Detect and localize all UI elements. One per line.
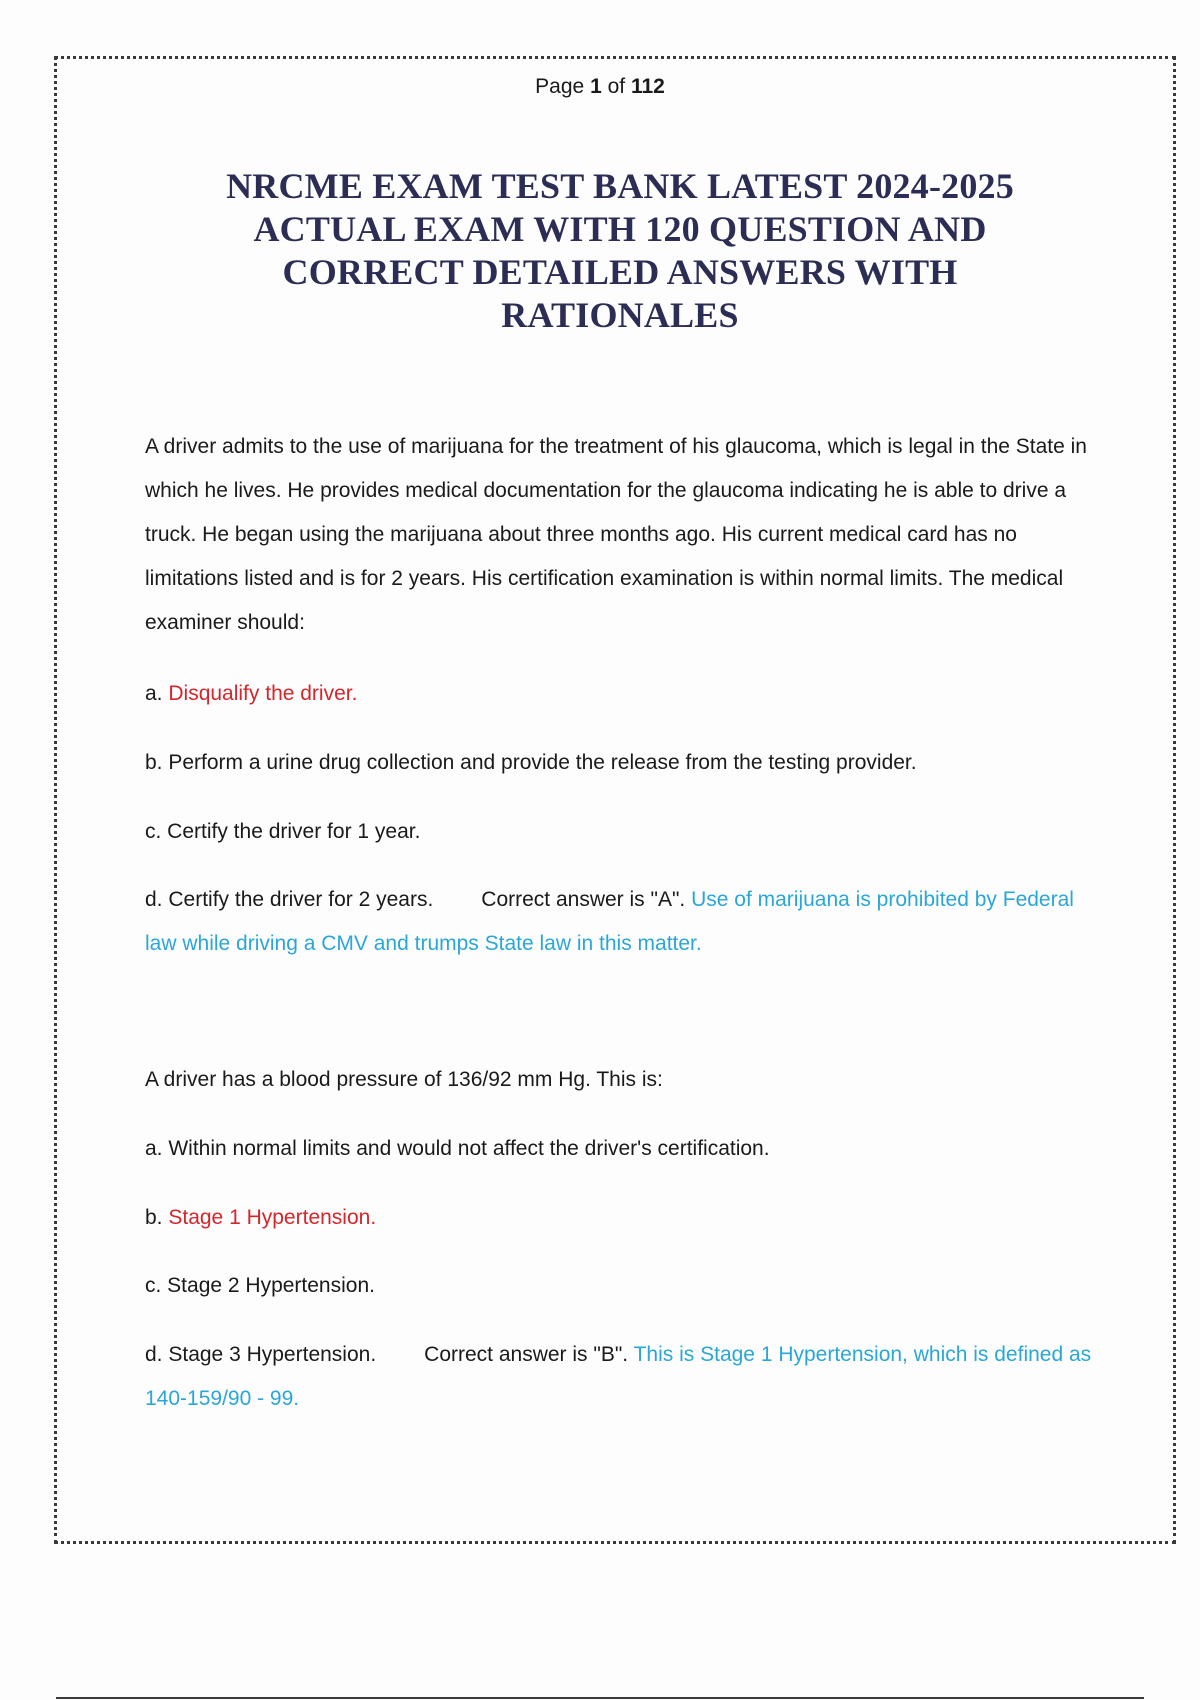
rationale: This is Stage 1 Hypertension, which is defined as 140-159/90 - 99. xyxy=(145,1343,1092,1410)
question-2-option-a: a. Within normal limits and would not affect the driver's certification. xyxy=(145,1137,770,1160)
rationale: Use of marijuana is prohibited by Federal law while driving a CMV and trumps State law in this matter. xyxy=(145,888,1074,955)
question-2-stem: A driver has a blood pressure of 136/92 mm Hg. This is: xyxy=(145,1068,663,1091)
question-2-option-d: d. Stage 3 Hypertension. Correct answer is "B". This is Stage 1 Hypertension, which is defined as 140-159/90 - 99. xyxy=(145,1343,1092,1410)
current-page: 1 xyxy=(590,75,602,98)
page-number: Page 1 of 112 xyxy=(535,75,665,98)
document-title: NRCME EXAM TEST BANK LATEST 2024-2025 ACTUAL EXAM WITH 120 QUESTION AND CORRECT DETAILED ANSWERS WITH RATIONALES xyxy=(226,166,1014,335)
question-2 xyxy=(145,1058,1095,1102)
question-1-option-a: a. Disqualify the driver. xyxy=(145,682,358,705)
page-bottom-rule xyxy=(56,1697,1144,1699)
correct-option-text: Stage 1 Hypertension. xyxy=(168,1206,377,1229)
question-1-option-d: d. Certify the driver for 2 years. Correct answer is "A". Use of marijuana is prohibited by Federal law while driving a CMV and trumps State law in this matter. xyxy=(145,888,1074,955)
answer-label: Correct answer is "B". xyxy=(424,1343,629,1366)
answer-label: Correct answer is "A". xyxy=(481,888,686,911)
question-2-option-c: c. Stage 2 Hypertension. xyxy=(145,1274,375,1297)
total-pages: 112 xyxy=(630,75,665,98)
question-2-option-b: b. Stage 1 Hypertension. xyxy=(145,1206,377,1229)
correct-option-text: Disqualify the driver. xyxy=(168,682,358,705)
question-1-option-c: c. Certify the driver for 1 year. xyxy=(145,820,421,843)
question-1 xyxy=(145,425,1095,645)
question-1-stem: A driver admits to the use of marijuana for the treatment of his glaucoma, which is legal in the State in which he lives. He provides medical documentation for the glaucoma indicating he is able to drive a truck. He began using the marijuana about three months ago. His current medical card has no limitations listed and is for 2 years. His certification examination is within normal limits. The medical examiner should: xyxy=(145,435,1087,634)
question-1-option-b: b. Perform a urine drug collection and provide the release from the testing provider. xyxy=(145,751,917,774)
